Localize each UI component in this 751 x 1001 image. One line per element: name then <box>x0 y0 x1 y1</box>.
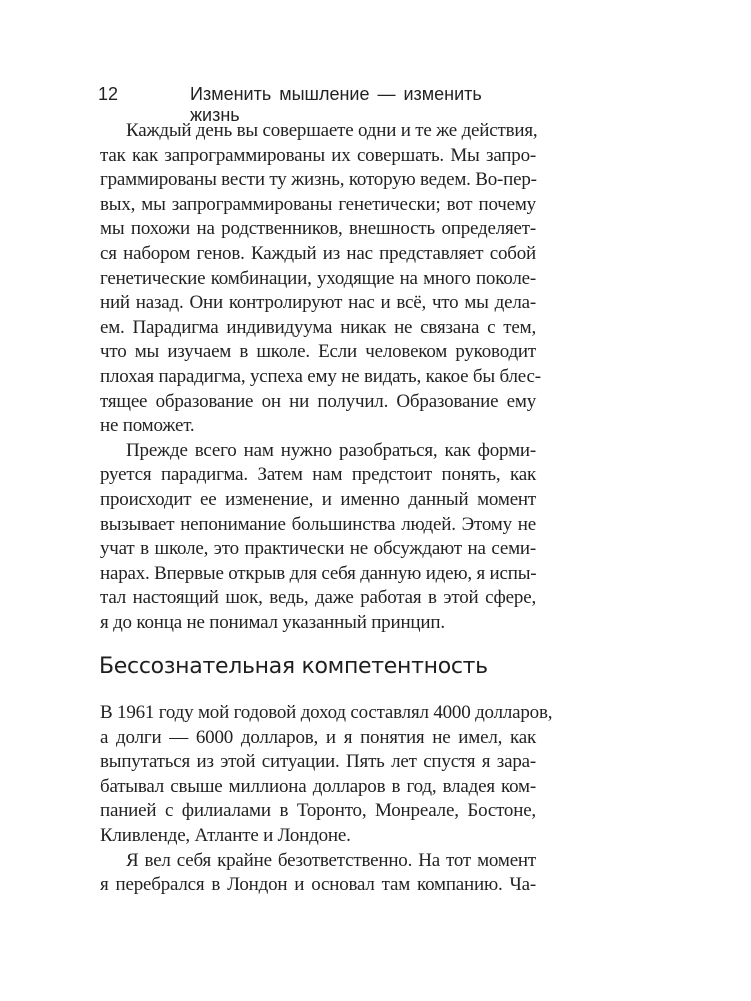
paragraph <box>100 439 536 636</box>
paragraph <box>100 119 541 439</box>
text-line: Я вел себя крайне безответственно. На тот момент <box>126 849 536 871</box>
text-line: Каждый день вы совершаете одни и те же действия, <box>126 120 538 141</box>
paragraph <box>100 701 553 849</box>
text-line: выпутаться из этой ситуации. Пять лет спустя я зара- <box>100 751 536 773</box>
page-number: 12 <box>98 84 119 104</box>
text-line: граммированы вести ту жизнь, которую ведем. Во-пер- <box>100 169 537 191</box>
text-line: я перебрался в Лондон и основал там компанию. Ча- <box>100 874 536 896</box>
paragraph <box>100 849 536 898</box>
text-line: не поможет. <box>100 415 195 437</box>
text-line: Прежде всего нам нужно разобраться, как форми- <box>126 439 536 461</box>
text-line: так как запрограммированы их совершать. Мы запро- <box>100 144 536 166</box>
text-line: ний назад. Они контролируют нас и всё, что мы дела- <box>100 292 536 314</box>
text-line: тящее образование он ни получил. Образование ему <box>100 390 536 412</box>
text-line: вызывает непонимание большинства людей. Этому не <box>100 513 536 535</box>
text-line: генетические комбинации, уходящие на много поколе- <box>100 267 536 289</box>
text-line: ся набором генов. Каждый из нас представляет собой <box>100 242 536 264</box>
running-header <box>98 84 538 125</box>
text-line: а долги — 6000 долларов, и я понятия не имел, как <box>100 726 536 748</box>
text-line: руется парадигма. Затем нам предстоит понять, как <box>100 464 536 486</box>
section-heading: Бессознательная компетентность <box>99 654 488 679</box>
text-line: мы похожи на родственников, внешность определяет- <box>100 218 536 240</box>
text-line: тал настоящий шок, ведь, даже работая в этой сфере, <box>100 587 536 609</box>
text-line: я до конца не понимал указанный принцип. <box>100 611 445 633</box>
text-line: ем. Парадигма индивидуума никак не связана с тем, <box>100 316 536 338</box>
text-line: В 1961 году мой годовой доход составлял 4000 долларов, <box>100 702 553 723</box>
text-line: вых, мы запрограммированы генетически; вот почему <box>100 193 536 215</box>
text-line: учат в школе, это практически не обсуждают на семи- <box>100 538 536 560</box>
body-text-section-1 <box>100 119 541 635</box>
text-line: плохая парадигма, успеха ему не видать, какое бы блес- <box>100 365 541 387</box>
text-line: происходит ее изменение, и именно данный момент <box>100 488 536 510</box>
running-title: Изменить мышление — изменить жизнь <box>190 84 482 125</box>
text-line: батывал свыше миллиона долларов в год, владея ком- <box>100 775 536 797</box>
text-line: нарах. Впервые открыв для себя данную идею, я испы- <box>100 562 537 584</box>
text-line: Кливленде, Атланте и Лондоне. <box>100 824 351 846</box>
text-line: панией с филиалами в Торонто, Монреале, Бостоне, <box>100 800 536 822</box>
text-line: что мы изучаем в школе. Если человеком руководит <box>100 341 536 363</box>
body-text-section-2 <box>100 701 553 898</box>
